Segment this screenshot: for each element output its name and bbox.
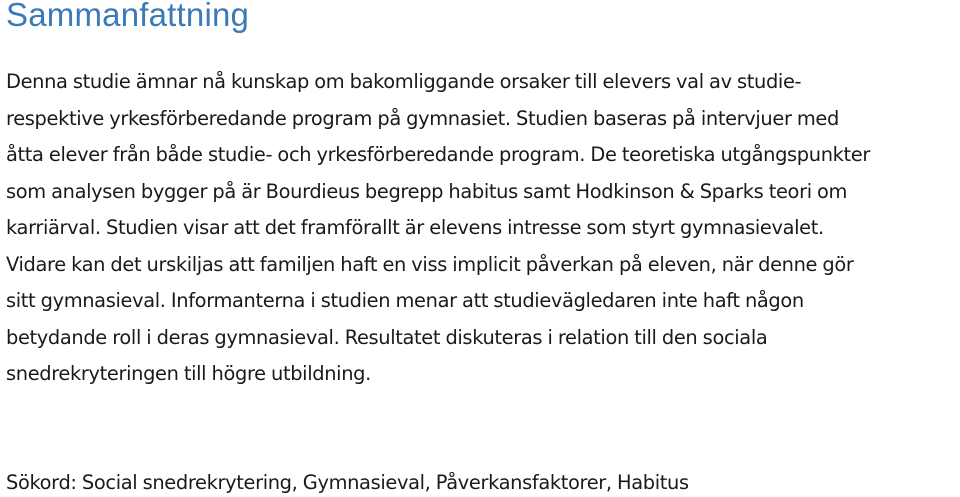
- abstract-line-8: betydande roll i deras gymnasieval. Resultatet diskuteras i relation till den sociala: [6, 326, 768, 349]
- abstract-line-9: snedrekryteringen till högre utbildning.: [6, 362, 371, 385]
- abstract-line-3: åtta elever från både studie- och yrkesförberedande program. De teoretiska utgångspunkter: [6, 143, 870, 166]
- abstract-line-5: karriärval. Studien visar att det framförallt är elevens intresse som styrt gymnasievalet.: [6, 216, 824, 239]
- keywords-line: Sökord: Social snedrekrytering, Gymnasieval, Påverkansfaktorer, Habitus: [6, 471, 689, 494]
- abstract-line-7: sitt gymnasieval. Informanterna i studien menar att studievägledaren inte haft någon: [6, 289, 804, 312]
- abstract-line-4: som analysen bygger på är Bourdieus begrepp habitus samt Hodkinson & Sparks teori om: [6, 180, 848, 203]
- abstract-line-6: Vidare kan det urskiljas att familjen haft en viss implicit påverkan på eleven, när denne gör: [6, 253, 854, 276]
- page-title: Sammanfattning: [6, 0, 250, 33]
- abstract-line-1: Denna studie ämnar nå kunskap om bakomliggande orsaker till elevers val av studie-: [6, 70, 802, 93]
- abstract-line-2: respektive yrkesförberedande program på gymnasiet. Studien baseras på intervjuer med: [6, 107, 839, 130]
